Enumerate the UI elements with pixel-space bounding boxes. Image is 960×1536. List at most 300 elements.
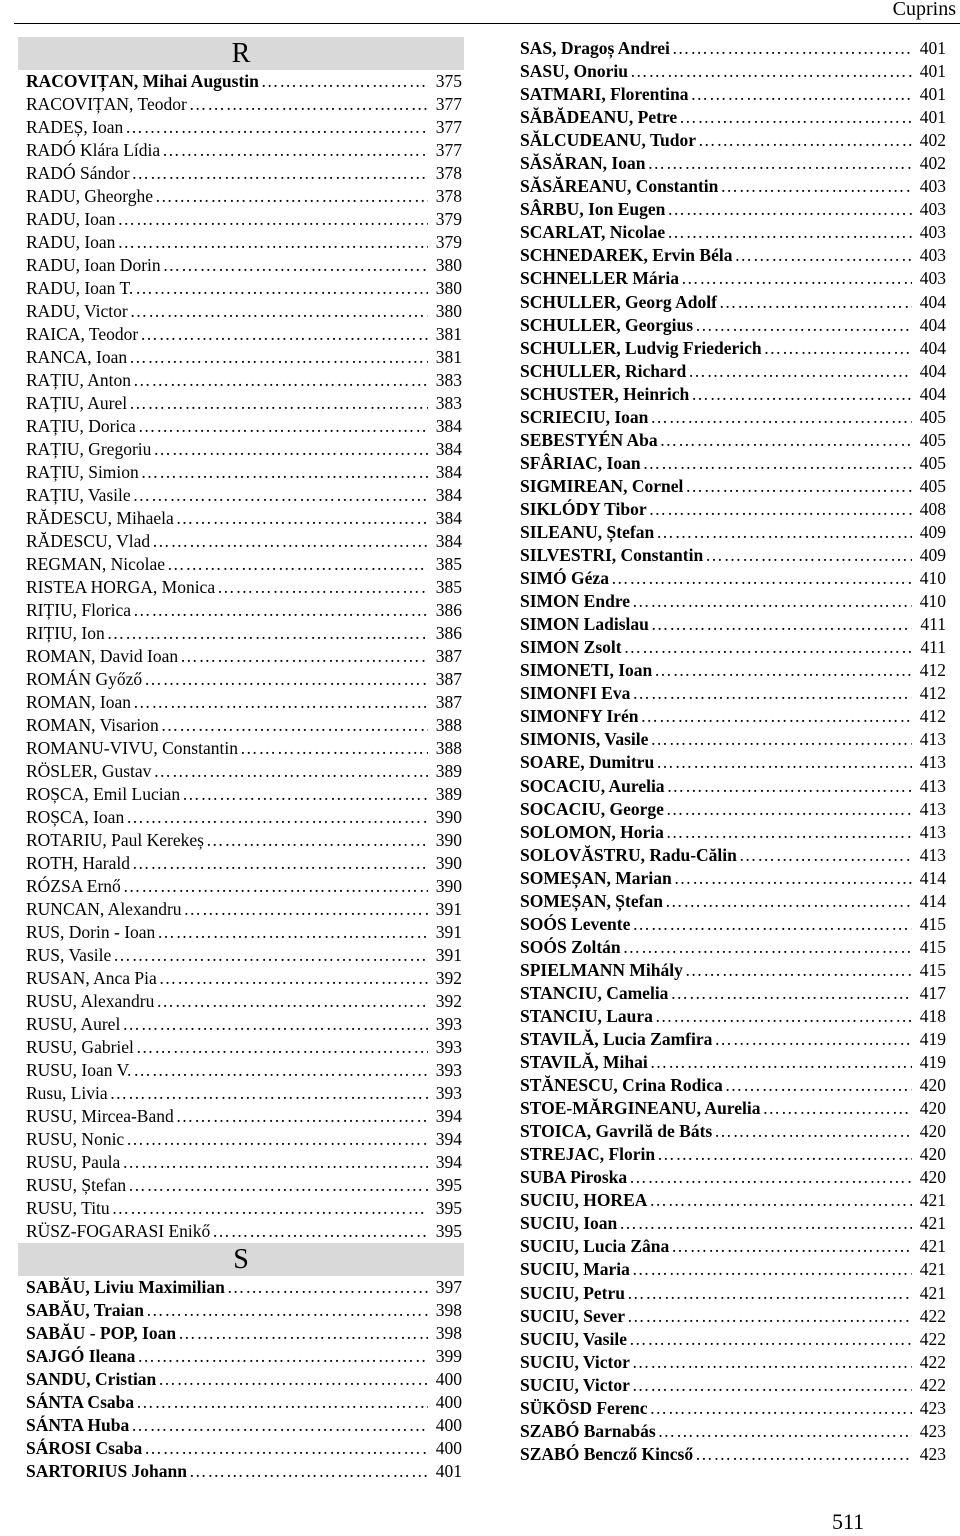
dot-leader: [159, 714, 428, 737]
entry-page: 415: [919, 913, 946, 934]
dot-leader: [187, 93, 428, 116]
dot-leader: [648, 728, 912, 751]
entry-name: SUCIU, Vasile: [520, 1328, 627, 1349]
entry-name: SUCIU, Maria: [520, 1259, 630, 1280]
dot-leader: [131, 484, 428, 507]
dot-leader: [165, 553, 428, 576]
index-entry: [520, 360, 946, 383]
index-entry: [520, 867, 946, 890]
dot-leader: [654, 751, 912, 774]
entry-page: 379: [435, 232, 462, 252]
entry-page: 412: [919, 660, 946, 681]
index-entry: [520, 291, 946, 314]
entry-page: 414: [919, 890, 946, 911]
entry-page: 421: [919, 1259, 946, 1280]
entry-name: SCHNEDAREK, Ervin Béla: [520, 245, 733, 266]
index-entry: [520, 1420, 946, 1443]
index-entry: [26, 852, 462, 875]
index-entry: [520, 383, 946, 406]
dot-leader: [259, 70, 428, 93]
entry-page: 391: [435, 945, 462, 965]
entry-name: RUSU, Nonic: [26, 1129, 125, 1149]
entry-name: SOMEȘAN, Ștefan: [520, 890, 663, 911]
dot-leader: [160, 139, 428, 162]
index-entry: [26, 622, 462, 645]
dot-leader: [142, 668, 428, 691]
entry-name: SÁNTA Csaba: [26, 1392, 135, 1412]
entry-name: SOARE, Dumitru: [520, 752, 655, 773]
section-heading-s: S: [18, 1243, 464, 1276]
entry-name: SASU, Onoriu: [520, 61, 628, 82]
index-entry: [26, 1437, 462, 1460]
dot-leader: [654, 521, 912, 544]
entry-name: SPIELMANN Mihály: [520, 959, 683, 980]
entry-name: SILEANU, Ștefan: [520, 521, 655, 542]
index-entry: [26, 737, 462, 760]
entry-page: 422: [919, 1305, 946, 1326]
index-entry: [520, 1189, 946, 1212]
dot-leader: [124, 1128, 428, 1151]
index-entry: [26, 162, 462, 185]
index-entry: [520, 636, 946, 659]
entry-page: 417: [919, 982, 946, 1003]
page-header-title: Cuprins: [892, 0, 956, 20]
dot-leader: [630, 1258, 912, 1281]
dot-leader: [625, 1305, 912, 1328]
entry-page: 397: [435, 1277, 462, 1297]
index-entry: [520, 83, 946, 106]
entry-name: SILVESTRI, Constantin: [520, 545, 704, 566]
entry-name: SIGMIREAN, Cornel: [520, 475, 684, 496]
index-entry: [26, 392, 462, 415]
entry-page: 394: [435, 1152, 462, 1172]
entry-page: 391: [435, 899, 462, 919]
index-entry: [26, 760, 462, 783]
index-entry: [26, 1036, 462, 1059]
index-entry: [26, 530, 462, 553]
dot-leader: [628, 60, 912, 83]
index-entry: [26, 300, 462, 323]
entry-name: SOLOMON, Horia: [520, 821, 664, 842]
dot-leader: [120, 1151, 428, 1174]
dot-leader: [627, 1328, 912, 1351]
dot-leader: [110, 1197, 428, 1220]
entry-page: 393: [435, 1037, 462, 1057]
entry-page: 404: [919, 291, 946, 312]
entry-name: STĂNESCU, Crina Rodica: [520, 1075, 723, 1096]
index-entry: [26, 944, 462, 967]
index-entry: [520, 751, 946, 774]
dot-leader: [630, 1351, 912, 1374]
entry-page: 380: [435, 255, 462, 275]
index-entry: [520, 682, 946, 705]
dot-leader: [717, 291, 912, 314]
dot-leader: [617, 1212, 912, 1235]
index-entry: [26, 116, 462, 139]
index-entry: [26, 875, 462, 898]
entry-page: 392: [435, 991, 462, 1011]
index-entry: [520, 659, 946, 682]
entry-name: SANDU, Cristian: [26, 1369, 157, 1389]
index-entry: [520, 221, 946, 244]
entry-page: 383: [435, 370, 462, 390]
dot-leader: [653, 1005, 912, 1028]
dot-leader: [115, 208, 428, 231]
entry-name: RADU, Ioan T.: [26, 278, 134, 298]
index-entry: [26, 599, 462, 622]
entry-name: SÂRBU, Ion Eugen: [520, 199, 666, 220]
entry-name: SCHNELLER Mária: [520, 268, 679, 289]
dot-leader: [689, 83, 912, 106]
entry-name: SCHULLER, Ludvig Friederich: [520, 337, 762, 358]
dot-leader: [668, 982, 912, 1005]
entry-name: SABĂU - POP, Ioan: [26, 1323, 177, 1343]
index-entry: [520, 1074, 946, 1097]
entry-name: SÁNTA Huba: [26, 1415, 130, 1435]
dot-leader: [187, 1460, 428, 1483]
dot-leader: [153, 185, 428, 208]
dot-leader: [121, 875, 428, 898]
index-entry: [26, 1368, 462, 1391]
entry-page: 404: [919, 314, 946, 335]
dot-leader: [665, 221, 912, 244]
entry-name: ROMAN, David Ioan: [26, 646, 179, 666]
dot-leader: [630, 590, 912, 613]
entry-page: 400: [435, 1369, 462, 1389]
entry-page: 383: [435, 393, 462, 413]
entry-name: RACOVIȚAN, Teodor: [26, 94, 187, 114]
entry-name: SIMÓ Géza: [520, 568, 609, 589]
entry-page: 379: [435, 209, 462, 229]
dot-leader: [655, 1143, 912, 1166]
entry-page: 394: [435, 1106, 462, 1126]
entry-page: 390: [435, 876, 462, 896]
entry-page: 420: [919, 1075, 946, 1096]
index-entry: [520, 429, 946, 452]
index-entry: [26, 438, 462, 461]
entry-page: 405: [919, 429, 946, 450]
entry-page: 392: [435, 968, 462, 988]
entry-name: RUSU, Ioan V.: [26, 1060, 132, 1080]
entry-page: 386: [435, 623, 462, 643]
index-entry: [520, 1351, 946, 1374]
dot-leader: [621, 936, 912, 959]
entry-page: 398: [435, 1300, 462, 1320]
entry-page: 395: [435, 1175, 462, 1195]
entry-page: 380: [435, 278, 462, 298]
index-entry: [26, 1391, 462, 1414]
entry-page: 413: [919, 844, 946, 865]
entry-name: SCARLAT, Nicolae: [520, 222, 666, 243]
entry-name: SUCIU, Victor: [520, 1374, 630, 1395]
entry-page: 405: [919, 406, 946, 427]
dot-leader: [138, 323, 428, 346]
index-entry: [520, 406, 946, 429]
entry-page: 401: [435, 1461, 462, 1481]
dot-leader: [665, 198, 912, 221]
entry-page: 401: [919, 84, 946, 105]
dot-leader: [144, 1299, 428, 1322]
header-rule: [14, 23, 960, 24]
index-entry: [520, 705, 946, 728]
dot-leader: [656, 1420, 912, 1443]
index-entry: [26, 70, 462, 93]
page-number: 511: [832, 1509, 865, 1534]
dot-leader: [677, 106, 912, 129]
entry-name: SABĂU, Traian: [26, 1300, 144, 1320]
entry-name: SCHUSTER, Heinrich: [520, 383, 690, 404]
entry-name: ROMAN, Ioan: [26, 692, 131, 712]
entry-name: RAȚIU, Aurel: [26, 393, 128, 413]
entry-page: 378: [435, 186, 462, 206]
index-entry: [26, 1414, 462, 1437]
index-entry: [520, 590, 946, 613]
dot-leader: [225, 1276, 428, 1299]
dot-leader: [180, 783, 428, 806]
dot-leader: [638, 705, 912, 728]
entry-page: 394: [435, 1129, 462, 1149]
entry-page: 412: [919, 706, 946, 727]
entry-name: STANCIU, Laura: [520, 1005, 653, 1026]
index-entry: [520, 175, 946, 198]
index-entry: [520, 1166, 946, 1189]
index-entry: [520, 498, 946, 521]
entry-page: 423: [919, 1443, 946, 1464]
entry-name: STREJAC, Florin: [520, 1144, 656, 1165]
entry-name: SEBESTYÉN Aba: [520, 429, 658, 450]
dot-leader: [126, 1174, 428, 1197]
entry-page: 398: [435, 1323, 462, 1343]
entry-name: RAȚIU, Vasile: [26, 485, 131, 505]
index-entry: [520, 844, 946, 867]
entry-page: 377: [435, 117, 462, 137]
dot-leader: [622, 636, 912, 659]
entry-page: 409: [919, 545, 946, 566]
dot-leader: [648, 1051, 912, 1074]
dot-leader: [696, 129, 912, 152]
entry-name: ROȘCA, Ioan: [26, 807, 125, 827]
dot-leader: [686, 360, 912, 383]
dot-leader: [609, 567, 912, 590]
dot-leader: [664, 798, 912, 821]
entry-name: RÜSZ-FOGARASI Enikő: [26, 1221, 211, 1241]
index-entry: [520, 1374, 946, 1397]
entry-name: RADÓ Klára Lídia: [26, 140, 161, 160]
entry-name: RUSU, Ștefan: [26, 1175, 127, 1195]
dot-leader: [111, 944, 428, 967]
index-entry: [26, 415, 462, 438]
index-entry: [26, 185, 462, 208]
entry-page: 385: [435, 577, 462, 597]
index-entry: [520, 1120, 946, 1143]
index-entry: [26, 576, 462, 599]
entry-name: SFÂRIAC, Ioan: [520, 452, 641, 473]
index-entry: [520, 544, 946, 567]
dot-leader: [123, 116, 428, 139]
index-entry: [26, 1128, 462, 1151]
entry-page: 423: [919, 1420, 946, 1441]
dot-leader: [115, 231, 428, 254]
index-entry: [520, 1235, 946, 1258]
dot-leader: [127, 392, 428, 415]
index-entry: [520, 106, 946, 129]
dot-leader: [156, 1368, 428, 1391]
dot-leader: [134, 1391, 428, 1414]
entry-name: SUCIU, Ioan: [520, 1213, 618, 1234]
entry-page: 414: [919, 867, 946, 888]
entry-page: 386: [435, 600, 462, 620]
index-entry: [26, 1345, 462, 1368]
dot-leader: [670, 37, 912, 60]
entry-name: RADU, Ioan: [26, 209, 116, 229]
dot-leader: [174, 1105, 428, 1128]
entry-page: 408: [919, 498, 946, 519]
entry-page: 401: [919, 107, 946, 128]
entry-name: RADÓ Sándor: [26, 163, 130, 183]
dot-leader: [131, 691, 428, 714]
entry-name: RACOVIȚAN, Mihai Augustin: [26, 71, 259, 91]
dot-leader: [150, 530, 428, 553]
entry-page: 413: [919, 729, 946, 750]
index-entry: [520, 1005, 946, 1028]
entry-page: 401: [919, 38, 946, 58]
entry-name: SUCIU, Victor: [520, 1351, 630, 1372]
entry-page: 405: [919, 475, 946, 496]
entry-page: 378: [435, 163, 462, 183]
index-entry: [520, 1143, 946, 1166]
index-entry: [520, 337, 946, 360]
dot-leader: [176, 1322, 428, 1345]
entry-page: 420: [919, 1098, 946, 1119]
entry-name: SCHULLER, Georgius: [520, 314, 694, 335]
entry-page: 389: [435, 784, 462, 804]
entry-page: 384: [435, 485, 462, 505]
entry-name: ROȘCA, Emil Lucian: [26, 784, 181, 804]
entry-page: 421: [919, 1190, 946, 1211]
index-entry: [520, 913, 946, 936]
dot-leader: [669, 1235, 912, 1258]
entry-page: 391: [435, 922, 462, 942]
section-heading-r: R: [18, 37, 464, 70]
dot-leader: [645, 152, 912, 175]
entry-name: SOCACIU, George: [520, 798, 664, 819]
index-entry: [520, 521, 946, 544]
entry-page: 421: [919, 1282, 946, 1303]
entry-name: SUCIU, Petru: [520, 1282, 625, 1303]
entry-page: 388: [435, 715, 462, 735]
entry-name: SIMON Endre: [520, 591, 631, 612]
dot-leader: [630, 1374, 912, 1397]
entry-page: 405: [919, 452, 946, 473]
dot-leader: [151, 760, 428, 783]
dot-leader: [129, 1414, 428, 1437]
entry-page: 409: [919, 521, 946, 542]
index-entry: [26, 806, 462, 829]
index-entry: [520, 890, 946, 913]
entry-page: 403: [919, 199, 946, 220]
index-entry: [520, 1028, 946, 1051]
index-entry: [520, 452, 946, 475]
entry-page: 418: [919, 1005, 946, 1026]
dot-leader: [652, 659, 912, 682]
index-column-right: [520, 37, 946, 1466]
index-entry: [26, 1460, 462, 1483]
entry-page: 421: [919, 1236, 946, 1257]
index-list-right: [520, 37, 946, 1466]
entry-page: 410: [919, 591, 946, 612]
dot-leader: [142, 1437, 428, 1460]
entry-page: 403: [919, 245, 946, 266]
entry-name: ROMÁN Győző: [26, 669, 143, 689]
dot-leader: [693, 1443, 912, 1466]
entry-name: STOE-MĂRGINEANU, Aurelia: [520, 1098, 761, 1119]
index-entry: [520, 959, 946, 982]
entry-page: 421: [919, 1213, 946, 1234]
entry-name: SÁROSI Csaba: [26, 1438, 143, 1458]
dot-leader: [648, 406, 912, 429]
dot-leader: [627, 1166, 912, 1189]
index-entry: [520, 1397, 946, 1420]
entry-name: RADU, Gheorghe: [26, 186, 154, 206]
entry-name: SOLOVĂSTRU, Radu-Călin: [520, 844, 737, 865]
entry-name: RADU, Victor: [26, 301, 128, 321]
index-entry: [26, 461, 462, 484]
dot-leader: [647, 1189, 912, 1212]
index-entry: [520, 567, 946, 590]
index-entry: [26, 507, 462, 530]
entry-name: STOICA, Gavrilă de Báts: [520, 1121, 713, 1142]
entry-name: RUNCAN, Alexandru: [26, 899, 182, 919]
dot-leader: [124, 806, 428, 829]
entry-page: 400: [435, 1438, 462, 1458]
entry-page: 402: [919, 130, 946, 151]
entry-page: 403: [919, 222, 946, 243]
entry-page: 384: [435, 439, 462, 459]
entry-name: RUSU, Paula: [26, 1152, 121, 1172]
dot-leader: [693, 314, 912, 337]
entry-name: SCHULLER, Richard: [520, 360, 687, 381]
dot-leader: [679, 267, 912, 290]
entry-page: 413: [919, 821, 946, 842]
entry-page: 422: [919, 1351, 946, 1372]
entry-name: ROTH, Harald: [26, 853, 131, 873]
entry-name: REGMAN, Nicolae: [26, 554, 166, 574]
entry-name: RAȚIU, Anton: [26, 370, 131, 390]
entry-page: 395: [435, 1198, 462, 1218]
entry-name: RUSU, Gabriel: [26, 1037, 134, 1057]
index-entry: [520, 1097, 946, 1120]
index-entry: [520, 613, 946, 636]
index-entry: [520, 798, 946, 821]
dot-leader: [178, 645, 428, 668]
index-entry: [26, 990, 462, 1013]
entry-page: 393: [435, 1014, 462, 1034]
dot-leader: [683, 475, 912, 498]
index-entry: [520, 475, 946, 498]
index-entry: [26, 1174, 462, 1197]
entry-name: RADU, Ioan Dorin: [26, 255, 161, 275]
index-entry: [26, 139, 462, 162]
dot-leader: [157, 967, 428, 990]
entry-name: SOCACIU, Aurelia: [520, 775, 665, 796]
entry-page: 390: [435, 830, 462, 850]
entry-name: SĂLCUDEANU, Tudor: [520, 130, 697, 151]
index-entry: [26, 1276, 462, 1299]
dot-leader: [665, 775, 912, 798]
entry-name: SĂBĂDEANU, Petre: [520, 107, 678, 128]
entry-name: RĂDESCU, Vlad: [26, 531, 151, 551]
entry-name: RUSAN, Anca Pia: [26, 968, 157, 988]
